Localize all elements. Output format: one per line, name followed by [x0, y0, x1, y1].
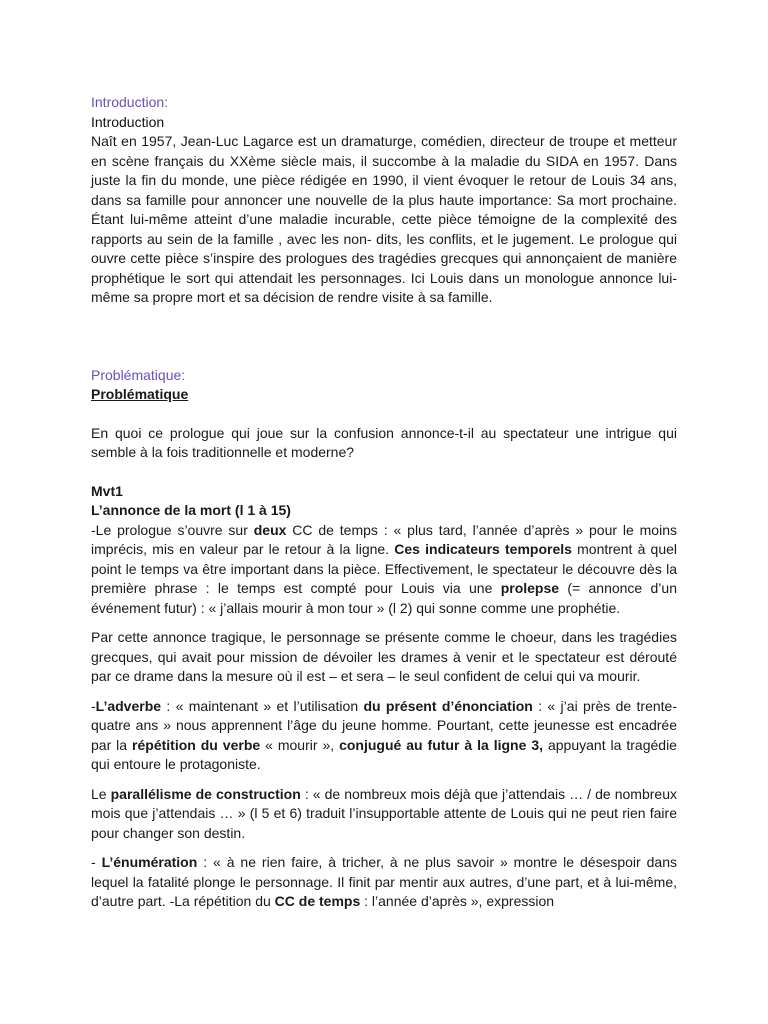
- introduction-paragraph: Naît en 1957, Jean-Luc Lagarce est un dramaturge, comédien, directeur de troupe et metteur en scène français du XXème siècle mais, il succombe à la maladie du SIDA en 1957. Dans juste la fin du monde, une pièce rédigée en 1990, il vient évoquer le retour de Louis 34 ans, dans sa famille pour annoncer une nouvelle de la plus haute importance: Sa mort prochaine. Étant lui-même atteint d’une maladie incurable, cette pièce témoigne de la complexité des rapports au sein de la famille , avec les non- dits, les conflits, et le jugement. Le prologue qui ouvre cette pièce s’inspire des prologues des tragédies grecques qui annonçaient de manière prophétique le sort qui attendait les personnages. Ici Louis dans un monologue annonce lui-même sa propre mort et sa décision de rendre visite à sa famille.: [91, 133, 677, 305]
- problematique-heading: Problématique: [91, 386, 189, 402]
- spacer: [91, 405, 677, 424]
- movement-label: Mvt1: [91, 482, 123, 499]
- analysis-paragraph-1: -Le prologue s’ouvre sur deux CC de temps : « plus tard, l’année d’après » pour le moins imprécis, mis en valeur par le retour à la ligne. Ces indicateurs temporels montrent à quel point le temps va être important dans la pièce. Effectivement, le spectateur le découvre dès la première phrase : le temps est compté pour Louis via une prolepse (= annonce d’un événement futur) : « j’allais mourir à mon tour » (l 2) qui sonne comme une prophétie.: [91, 521, 678, 616]
- document-body: [91, 93, 677, 912]
- movement-subtitle: L’annonce de la mort (l 1 à 15): [91, 502, 291, 518]
- analysis-paragraph-4: Le parallélisme de construction : « de nombreux mois déjà que j’attendais … / de nombreux mois que j’attendais … » (l 5 et 6) traduit l’insupportable attente de Louis qui ne peut rien faire pour changer son destin.: [91, 785, 677, 841]
- toc-introduction-label: Introduction:: [91, 94, 169, 110]
- analysis-paragraph-5: - L’énumération : « à ne rien faire, à tricher, à ne plus savoir » montre le désespoir dans lequel la fatalité plonge le personnage. Il finit par mentir aux autres, d’une part, et à lui-même, d’autre part. -La répétition du CC de temps : l’année d’après », expression: [91, 854, 677, 909]
- problematique-question: En quoi ce prologue qui joue sur la confusion annonce-t-il au spectateur une intrigue qui semble à la fois traditionnelle et moderne?: [91, 424, 677, 460]
- toc-problematique-label: Problématique:: [91, 366, 186, 383]
- analysis-paragraph-3: -L’adverbe : « maintenant » et l’utilisation du présent d’énonciation : « j’ai près de trente-quatre ans » nous apprennent l’âge du jeune homme. Pourtant, cette jeunesse est encadrée par la répétition du verbe « mourir », conjugué au futur à la ligne 3, appuyant la tragédie qui entoure le protagoniste.: [91, 697, 677, 772]
- analysis-paragraph-2: Par cette annonce tragique, le personnage se présente comme le choeur, dans les tragédies grecques, qui avait pour mission de dévoiler les drames à venir et le spectateur est dérouté par ce drame dans la mesure où il est – et sera – le seul confident de celui qui va mourir.: [91, 629, 677, 684]
- spacer: [91, 687, 677, 697]
- section-spacer: [91, 308, 677, 366]
- spacer: [91, 843, 677, 853]
- spacer: [91, 618, 677, 628]
- spacer: [91, 775, 677, 785]
- spacer: [91, 463, 677, 482]
- introduction-heading: Introduction: [91, 113, 165, 130]
